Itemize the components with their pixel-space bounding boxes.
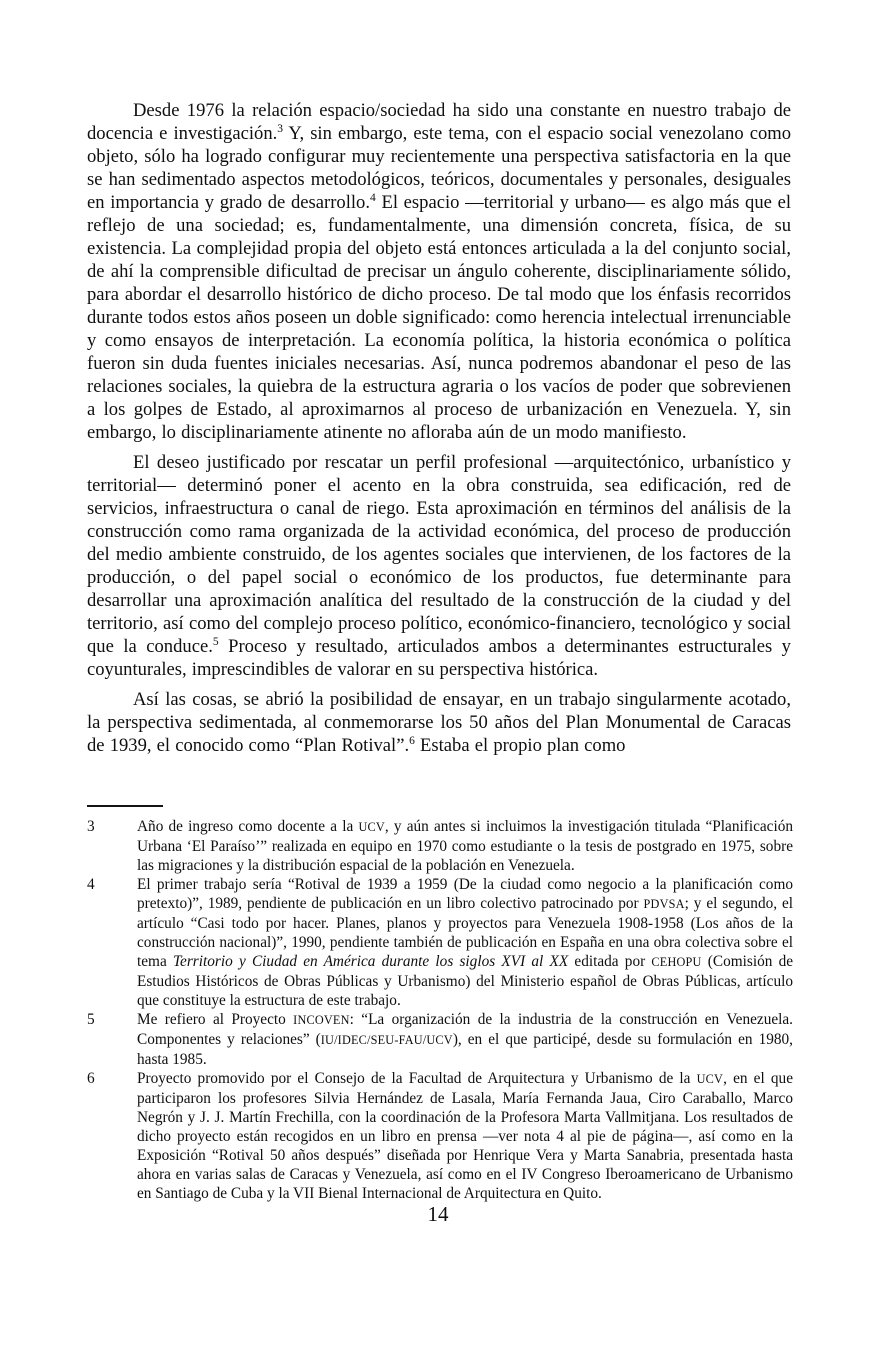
- paragraph-2: El deseo justificado por rescatar un perfil profesional —arquitectónico, urbanístico y territorial— determinó poner el acento en la obra construida, sea edificación, red de servicios, infraestructura o canal de riego. Esta aproximación en términos del análisis de la construcción como rama organizada de la actividad económica, del proceso de producción del medio ambiente construido, de los agentes sociales que intervienen, de los factores de la producción, o del papel social o económico de los productos, fue determinante para desarrollar una aproximación analítica del resultado de la construcción de la ciudad y del territorio, así como del complejo proceso político, económico-financiero, tecnológico y social que la conduce.$^5$ Proceso y resultado, articulados ambos a determinantes estructurales y coyunturales, imprescindibles de valorar en su perspectiva histórica.: [87, 452, 791, 680]
- footnote-text: Proyecto promovido por el Consejo de la Facultad de Arquitectura y Urbanismo de la UCV, en el que participaron los profesores Silvia Hernández de Lasala, María Fernanda Jaua, Ciro Caraballo, Marco Negrón y J. J. Martín Frechilla, con la coordinación de la Profesora Marta Vallmitjana. Los resultados de dicho proyecto están recogidos en un libro en prensa —ver nota 4 al pie de página—, así como en la Exposición “Rotival 50 años después” diseñada por Henrique Vera y Marta Sanabria, presentada hasta ahora en varias salas de Caracas y Venezuela, así como en el IV Congreso Iberoamericano de Urbanismo en Santiago de Cuba y la VII Bienal Internacional de Arquitectura en Quito.: [137, 1070, 793, 1202]
- footnote-6: [87, 1069, 793, 1203]
- footnote-text: Año de ingreso como docente a la UCV, y aún antes si incluimos la investigación titulada “Planificación Urbana ‘El Paraíso’” realizada en equipo en 1970 como estudiante o la tesis de postgrado en 1975, sobre las migraciones y la distribución espacial de la población en Venezuela.: [137, 818, 794, 874]
- page-number: 14: [427, 1202, 449, 1226]
- footnote-5: [87, 1010, 793, 1069]
- footnote-number: 6: [87, 1070, 95, 1087]
- footnotes-section: [87, 817, 793, 1203]
- footnote-number: 3: [87, 818, 95, 835]
- paragraph-3: Así las cosas, se abrió la posibilidad de ensayar, en un trabajo singularmente acotado, la perspectiva sedimentada, al conmemorarse los 50 años del Plan Monumental de Caracas de 1939, el conocido como “Plan Rotival”.$^6$ Estaba el propio plan como: [87, 689, 791, 756]
- footnote-4: [87, 875, 793, 1010]
- footnote-divider: [87, 805, 163, 807]
- footnote-text: El primer trabajo sería “Rotival de 1939 a 1959 (De la ciudad como negocio a la planificación como pretexto)”, 1989, pendiente de publicación en un libro colectivo patrocinado por PDVSA; y el segundo, el artículo “Casi todo por hacer. Planes, planos y proyectos para Venezuela 1908-1958 (Los años de la construcción nacional)”, 1990, pendiente también de publicación en España en una obra colectiva sobre el tema Territorio y Ciudad en América durante los siglos XVI al XX editada por CEHOPU (Comisión de Estudios Históricos de Obras Públicas y Urbanismo) del Ministerio español de Obras Públicas, artículo que constituye la estructura de este trabajo.: [137, 876, 794, 1009]
- paragraph-1: Desde 1976 la relación espacio/sociedad ha sido una constante en nuestro trabajo de docencia e investigación.$^3$ Y, sin embargo, este tema, con el espacio social venezolano como objeto, sólo ha logrado configurar muy recientemente una perspectiva satisfactoria en la que se han sedimentado aspectos metodológicos, teóricos, documentales y personales, desiguales en importancia y grado de desarrollo.$^4$ El espacio —territorial y urbano— es algo más que el reflejo de una sociedad; es, fundamentalmente, una dimensión concreta, física, de su existencia. La complejidad propia del objeto está entonces articulada a la del conjunto social, de ahí la comprensible dificultad de precisar un ángulo coherente, disciplinariamente sólido, para abordar el desarrollo histórico de dicho proceso. De tal modo que los énfasis recorridos durante todos estos años poseen un doble significado: como herencia intelectual irrenunciable y como ensayos de interpretación. La economía política, la historia económica o política fueron sin duda fuentes iniciales necesarias. Así, nunca podremos abandonar el peso de las relaciones sociales, la quiebra de la estructura agraria o los vacíos de poder que sobrevienen a los golpes de Estado, al aproximarnos al proceso de urbanización en Venezuela. Y, sin embargo, lo disciplinariamente atinente no afloraba aún de un modo manifiesto.: [87, 100, 792, 443]
- footnote-number: 5: [87, 1011, 95, 1028]
- footnote-text: Me refiero al Proyecto INCOVEN: “La organización de la industria de la construcción en Venezuela. Componentes y relaciones” (IU/IDEC/SEU-FAU/UCV), en el que participé, desde su formulación en 1980, hasta 1985.: [137, 1011, 793, 1068]
- body-text: [87, 99, 791, 757]
- footnote-3: [87, 817, 793, 875]
- footnote-number: 4: [87, 876, 95, 893]
